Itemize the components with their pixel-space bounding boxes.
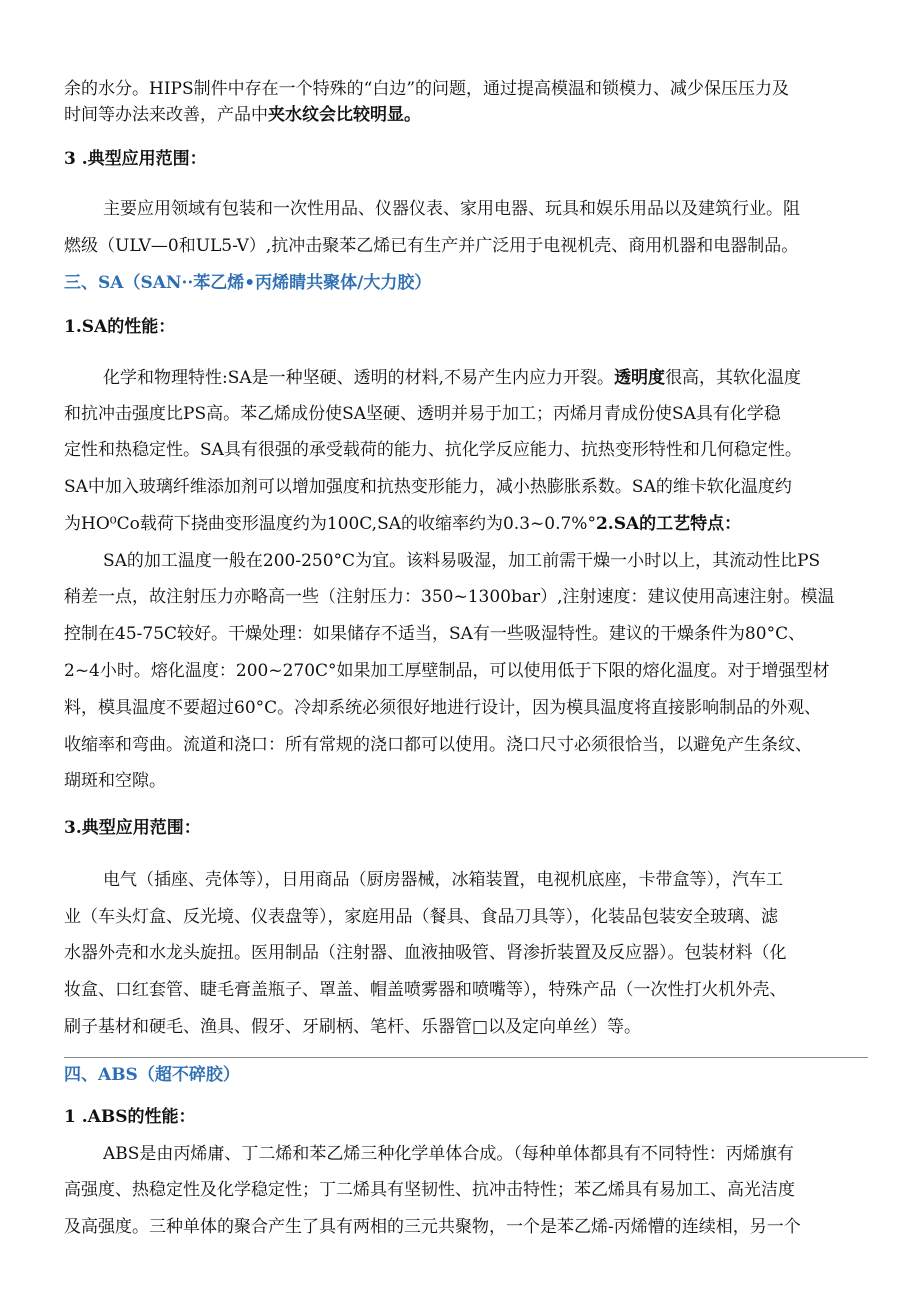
subheading-typical-applications: 3 .典型应用范围：: [64, 149, 207, 169]
subheading-sa-properties: 1.SA的性能：: [64, 317, 176, 337]
paragraph-line: 妆盒、口红套管、睫毛膏盖瓶子、罩盖、帽盖喷雾器和喷嘴等），特殊产品（一次性打火机外壳、: [64, 980, 787, 1000]
paragraph-line: 和抗冲击强度比PS高。苯乙烯成份使SA坚硬、透明并易于加工；丙烯月青成份使SA具有化学稳: [64, 404, 781, 424]
paragraph-line: 收缩率和弯曲。流道和浇口：所有常规的浇口都可以使用。浇口尺寸必须很恰当，以避免产生条纹、: [64, 735, 812, 755]
section-heading-sa: 三、SA（SAN··苯乙烯•丙烯睛共聚体/大力胶）: [64, 273, 432, 293]
paragraph-line: 电气（插座、壳体等），日用商品（厨房器械，冰箱装置，电视机底座，卡带盒等），汽车工: [103, 870, 783, 890]
paragraph-line: 水器外壳和水龙头旋扭。医用制品（注射器、血液抽吸管、肾渗折装置及反应器）。包装材料（化: [64, 943, 787, 963]
subheading-abs-properties: 1 .ABS的性能：: [64, 1107, 196, 1127]
paragraph-line: 高强度、热稳定性及化学稳定性；丁二烯具有坚韧性、抗冲击特性；苯乙烯具有易加工、高光洁度: [64, 1180, 795, 1200]
paragraph-line: 余的水分。HIPS制件中存在一个特殊的“白边”的问题，通过提高模温和锁模力、减少保压压力及: [64, 79, 790, 99]
paragraph-line: 定性和热稳定性。SA具有很强的承受载荷的能力、抗化学反应能力、抗热变形特性和几何稳定性。: [64, 440, 802, 460]
section-heading-abs: 四、ABS（超不碎胶）: [64, 1065, 240, 1085]
paragraph-line: [64, 511, 864, 537]
paragraph-line: SA中加入玻璃纤维添加剂可以增加强度和抗热变形能力，减小热膨胀系数。SA的维卡软化温度约: [64, 477, 792, 497]
paragraph-line: [64, 102, 864, 128]
paragraph-line: [103, 365, 864, 391]
horizontal-divider: [64, 1057, 868, 1058]
paragraph-line: 业（车头灯盒、反光境、仪表盘等），家庭用品（餐具、食品刀具等），化装品包装安全玻璃、滤: [64, 907, 778, 927]
text-run: 很高，其软化温度: [665, 368, 802, 388]
paragraph-line: 主要应用领域有包装和一次性用品、仪器仪表、家用电器、玩具和娱乐用品以及建筑行业。阻: [103, 199, 800, 219]
paragraph-line: 2~4小时。熔化温度：200~270C°如果加工厚壁制品，可以使用低于下限的熔化温度。对于增强型材: [64, 661, 830, 681]
paragraph-line: 控制在45-75C较好。干燥处理：如果储存不适当，SA有一些吸湿特性。建议的干燥条件为80°C、: [64, 624, 806, 644]
text-run: 化学和物理特性:SA是一种坚硬、透明的材料,不易产生内应力开裂。: [103, 368, 615, 388]
text-run: 为HO⁰Co载荷下挠曲变形温度约为100C,SA的收缩率约为0.3~0.7%°: [64, 514, 596, 534]
paragraph-line: ABS是由丙烯庸、丁二烯和苯乙烯三种化学单体合成。（每种单体都具有不同特性：丙烯旗有: [103, 1144, 794, 1164]
paragraph-line: 及高强度。三种单体的聚合产生了具有两相的三元共聚物，一个是苯乙烯-丙烯懵的连续相，另一个: [64, 1217, 801, 1237]
paragraph-line: 稍差一点，故注射压力亦略高一些（注射压力：350~1300bar）,注射速度：建议使用高速注射。模温: [64, 587, 835, 607]
paragraph-line: 燃级（ULV—0和UL5-V）,抗冲击聚苯乙烯已有生产并广泛用于电视机壳、商用机器和电器制品。: [64, 236, 799, 256]
bold-text: 夹水纹会比较明显。: [268, 105, 421, 125]
paragraph-line: 瑚斑和空隙。: [64, 771, 166, 791]
paragraph-line: 刷子基材和硬毛、渔具、假牙、牙刷柄、笔杆、乐器管□以及定向单丝）等。: [64, 1017, 642, 1037]
bold-text: 透明度: [614, 368, 666, 388]
text-run: 时间等办法来改善，产品中: [64, 105, 268, 125]
subheading-sa-applications: 3.典型应用范围：: [64, 818, 201, 838]
paragraph-line: 料，模具温度不要超过60°C。冷却系统必须很好地进行设计，因为模具温度将直接影响制品的外观、: [64, 698, 822, 718]
paragraph-line: SA的加工温度一般在200-250°C为宜。该料易吸湿，加工前需干燥一小时以上，其流动性比PS: [103, 551, 821, 571]
subheading-sa-process: 2.SA的工艺特点：: [595, 514, 742, 534]
